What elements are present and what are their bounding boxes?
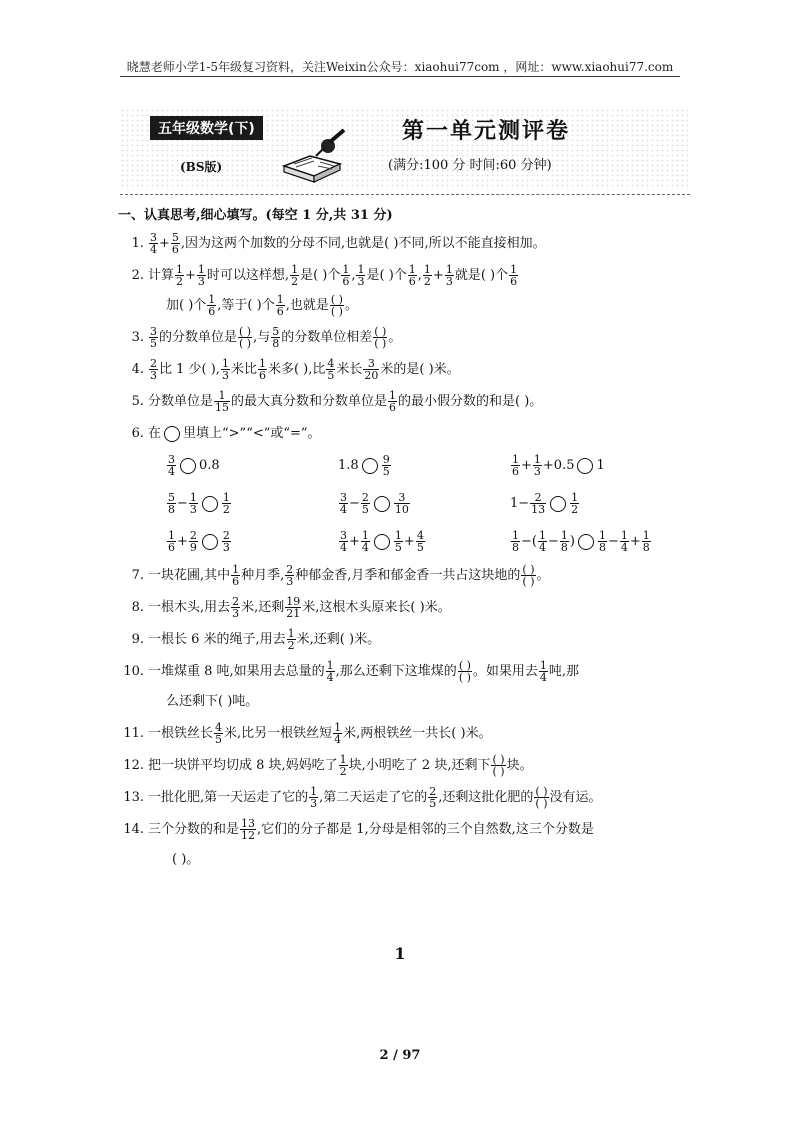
text: + (185, 268, 196, 283)
answer-blank-fraction[interactable]: ( ) ( ) (330, 293, 343, 318)
question-2 (118, 261, 698, 291)
fraction: $\frac{3}{20}$ (364, 357, 379, 382)
text: ,因为这两个加数的分母不同,也就是( )不同,所以不能直接相加。 (180, 236, 546, 251)
text: 一块花圃,其中 (148, 568, 231, 583)
text: 米,还剩 (241, 600, 285, 615)
text: 。 (388, 330, 402, 345)
text: 米,比另一根铁丝短 (224, 726, 333, 741)
fraction: $\frac{5}{8}$ (272, 325, 280, 350)
text: 种郁金香,月季和郁金香一共占这块地的 (295, 568, 521, 583)
text: 一堆煤重 8 吨,如果用去总量的 (148, 664, 325, 679)
text: , (351, 268, 356, 283)
question-number: 5. (131, 394, 144, 409)
question-1 (118, 229, 698, 259)
fraction: $\frac{1}{3}$ (445, 263, 453, 288)
answer-circle[interactable] (202, 496, 218, 512)
question-12: 12. 把一块饼平均切成 8 块,妈妈吃了 $\frac{1}{2}$ 块,小明吃了 2 块,还剩下 ( ) ( ) 块。 (118, 751, 698, 781)
question-number: 7. (131, 568, 144, 583)
text: 把一块饼平均切成 8 块,妈妈吃了 (148, 758, 338, 773)
question-3 (118, 323, 698, 353)
text: ,那么还剩下这堆煤的 (335, 664, 457, 679)
text: 一根长 6 米的绳子,用去 (148, 632, 286, 647)
text: 的最大真分数和分数单位是 (231, 394, 388, 409)
answer-circle[interactable] (180, 458, 196, 474)
answer-blank-fraction[interactable]: ( ) ( ) (492, 753, 505, 778)
fraction: $\frac{1}{6}$ (389, 389, 397, 414)
text: 是( )个 (366, 268, 407, 283)
answer-circle[interactable] (577, 458, 593, 474)
text: 块。 (506, 758, 533, 773)
question-5 (118, 387, 698, 417)
banner-rule (120, 76, 680, 77)
question-10: 10. 一堆煤重 8 吨,如果用去总量的 $\frac{1}{4}$ ,那么还剩下这堆煤的 ( ) ( ) 。如果用去 $\frac{1}{4}$ 吨,那 (118, 657, 698, 687)
comparison-item: 1− $\frac{2}{13}$ $\frac{1}{2}$ (510, 491, 579, 516)
text: ,它们的分子都是 1,分母是相邻的三个自然数,这三个分数是 (257, 822, 594, 837)
text: 一根铁丝长 (148, 726, 214, 741)
question-section (118, 204, 698, 875)
question-4 (118, 355, 698, 385)
text: 一批化肥,第一天运走了它的 (148, 790, 309, 805)
text: 加( )个 (166, 298, 207, 313)
book-and-pen-icon (280, 126, 348, 184)
section-title: 一、认真思考,细心填写。(每空 1 分,共 31 分) (118, 208, 393, 223)
fraction: $\frac{1}{2}$ (291, 263, 299, 288)
comparison-item: $\frac{3}{4}$ − $\frac{2}{5}$ $\frac{3}{10}$ (340, 491, 409, 516)
text: 一根木头,用去 (148, 600, 231, 615)
text: 时可以这样想, (206, 268, 290, 283)
fraction: $\frac{1}{2}$ (176, 263, 184, 288)
text: ,与 (253, 330, 271, 345)
question-6 (118, 419, 698, 449)
answer-circle[interactable] (374, 496, 390, 512)
fraction: $\frac{1}{3}$ (357, 263, 365, 288)
question-number: 12. (123, 758, 144, 773)
comparison-item: $\frac{1}{6}$ + $\frac{2}{9}$ $\frac{2}{3}$ (168, 529, 230, 554)
text: 么还剩下( )吨。 (166, 694, 259, 709)
text: 块,小明吃了 2 块,还剩下 (348, 758, 491, 773)
text: 吨,那 (548, 664, 580, 679)
text: 的最小假分数的和是( )。 (398, 394, 543, 409)
text: 里填上“>”“<”或“=”。 (183, 426, 321, 441)
comparison-item: $\frac{1}{6}$ + $\frac{1}{3}$ +0.5 1 (512, 453, 605, 478)
text: 种月季, (241, 568, 285, 583)
grade-badge: 五年级数学(下) (150, 116, 263, 140)
fraction: $\frac{4}{5}$ (327, 357, 335, 382)
text: 就是( )个 (454, 268, 509, 283)
comparison-item: $\frac{5}{8}$ − $\frac{1}{3}$ $\frac{1}{2}$ (168, 491, 230, 516)
question-14: 14. 三个分数的和是 $\frac{13}{12}$ ,它们的分子都是 1,分母是相邻的三个自然数,这三个分数是 (118, 815, 698, 845)
fraction: $\frac{1}{6}$ (258, 357, 266, 382)
answer-blank-fraction[interactable]: ( ) ( ) (458, 659, 471, 684)
text: 米,两根铁丝一共长( )米。 (343, 726, 492, 741)
text: 计算 (148, 268, 175, 283)
question-number: 1. (131, 236, 144, 251)
answer-circle[interactable] (578, 534, 594, 550)
text: , (417, 268, 422, 283)
fraction: $\frac{1}{6}$ (342, 263, 350, 288)
text: 米,这根木头原来长( )米。 (302, 600, 451, 615)
question-number: 10. (123, 664, 144, 679)
answer-blank-fraction[interactable]: ( ) ( ) (374, 325, 387, 350)
header-divider (120, 194, 690, 195)
question-14-continued (118, 845, 698, 875)
answer-blank[interactable]: ( )。 (172, 852, 200, 867)
text: 米比 (230, 362, 257, 377)
fraction: $\frac{1}{6}$ (276, 293, 284, 318)
question-number: 13. (123, 790, 144, 805)
text: 米,还剩( )米。 (296, 632, 381, 647)
answer-circle[interactable] (362, 458, 378, 474)
question-number: 3. (131, 330, 144, 345)
answer-circle[interactable] (550, 496, 566, 512)
text: ,等于( )个 (217, 298, 275, 313)
comparison-item: 1.8 $\frac{9}{5}$ (338, 453, 390, 478)
exam-header (120, 108, 690, 190)
fraction: $\frac{1}{2}$ (423, 263, 431, 288)
fraction: $\frac{2}{3}$ (150, 357, 157, 382)
question-2-continued: 加( )个 $\frac{1}{6}$ ,等于( )个 $\frac{1}{6}$ ,也就是 ( ) ( ) 。 (166, 293, 358, 318)
fraction: $\frac{1}{15}$ (215, 389, 230, 414)
text: 的分数单位相差 (281, 330, 373, 345)
exam-title: 第一单元测评卷 (402, 119, 571, 144)
text: 米多( ),比 (267, 362, 326, 377)
fraction: $\frac{3}{4}$ (150, 231, 157, 256)
comparison-item: $\frac{1}{8}$ −( $\frac{1}{4}$ − $\frac{1}{8}$ ) $\frac{1}{8}$ − $\frac{1}{4}$ + $\frac{1}{8}$ (512, 529, 650, 554)
answer-blank-fraction[interactable]: ( ) ( ) (239, 325, 252, 350)
text: 三个分数的和是 (148, 822, 240, 837)
question-number: 14. (123, 822, 144, 837)
question-8: 8. 一根木头,用去 $\frac{2}{3}$ 米,还剩 $\frac{19}{21}$ 米,这根木头原来长( )米。 (118, 593, 698, 623)
source-banner: 晓慧老师小学1-5年级复习资料，关注Weixin公众号：xiaohui77com ，网址：www.xiaohui77.com (126, 60, 674, 74)
comparison-grid (118, 449, 698, 559)
question-9: 9. 一根长 6 米的绳子,用去 $\frac{1}{2}$ 米,还剩( )米。 (118, 625, 698, 655)
fraction: $\frac{1}{6}$ (208, 293, 216, 318)
exam-info: (满分:100 分 时间:60 分钟) (388, 158, 552, 173)
text: 是( )个 (300, 268, 341, 283)
text: 的分数单位是 (159, 330, 238, 345)
question-number: 4. (131, 362, 144, 377)
answer-circle[interactable] (202, 534, 218, 550)
text: + (159, 236, 170, 251)
text: 比 1 少( ), (159, 362, 220, 377)
comparison-item: $\frac{3}{4}$ + $\frac{1}{4}$ $\frac{1}{5}$ + $\frac{4}{5}$ (340, 529, 424, 554)
text: 。如果用去 (472, 664, 538, 679)
question-number: 11. (123, 726, 144, 741)
fraction: $\frac{1}{3}$ (221, 357, 229, 382)
text: 分数单位是 (148, 394, 214, 409)
fraction: $\frac{5}{6}$ (171, 231, 179, 256)
text: ,第二天运走了它的 (319, 790, 428, 805)
text: ,也就是 (285, 298, 329, 313)
fraction: $\frac{1}{6}$ (510, 263, 518, 288)
answer-blank-fraction[interactable]: ( ) ( ) (535, 785, 548, 810)
answer-circle[interactable] (374, 534, 390, 550)
question-10-continued (118, 687, 698, 717)
question-7: 7. 一块花圃,其中 $\frac{1}{6}$ 种月季, $\frac{2}{3}$ 种郁金香,月季和郁金香一共占这块地的 ( ) ( ) 。 (118, 561, 698, 591)
text: 米长 (336, 362, 363, 377)
fraction: $\frac{1}{3}$ (197, 263, 205, 288)
question-number: 2. (131, 268, 144, 283)
text: 在 (148, 426, 162, 441)
text: 米的是( )米。 (380, 362, 460, 377)
question-number: 9. (131, 632, 144, 647)
fraction: $\frac{3}{5}$ (150, 325, 157, 350)
comparison-item: $\frac{3}{4}$ 0.8 (168, 453, 220, 478)
text: 没有运。 (549, 790, 602, 805)
question-number: 8. (131, 600, 144, 615)
page-number: 1 (394, 944, 406, 963)
compare-circle-icon (164, 426, 180, 442)
answer-blank-fraction[interactable]: ( ) ( ) (522, 563, 535, 588)
fraction: $\frac{1}{6}$ (408, 263, 416, 288)
question-number: 6. (131, 426, 144, 441)
pdf-page-indicator: 2 / 97 (379, 1048, 421, 1063)
text: + (432, 268, 444, 283)
question-11: 11. 一根铁丝长 $\frac{4}{5}$ 米,比另一根铁丝短 $\frac{1}{4}$ 米,两根铁丝一共长( )米。 (118, 719, 698, 749)
question-13: 13. 一批化肥,第一天运走了它的 $\frac{1}{3}$ ,第二天运走了它的 $\frac{2}{5}$ ,还剩这批化肥的 ( ) ( ) 没有运。 (118, 783, 698, 813)
text: ,还剩这批化肥的 (438, 790, 534, 805)
edition-label: (BS版) (180, 160, 223, 174)
